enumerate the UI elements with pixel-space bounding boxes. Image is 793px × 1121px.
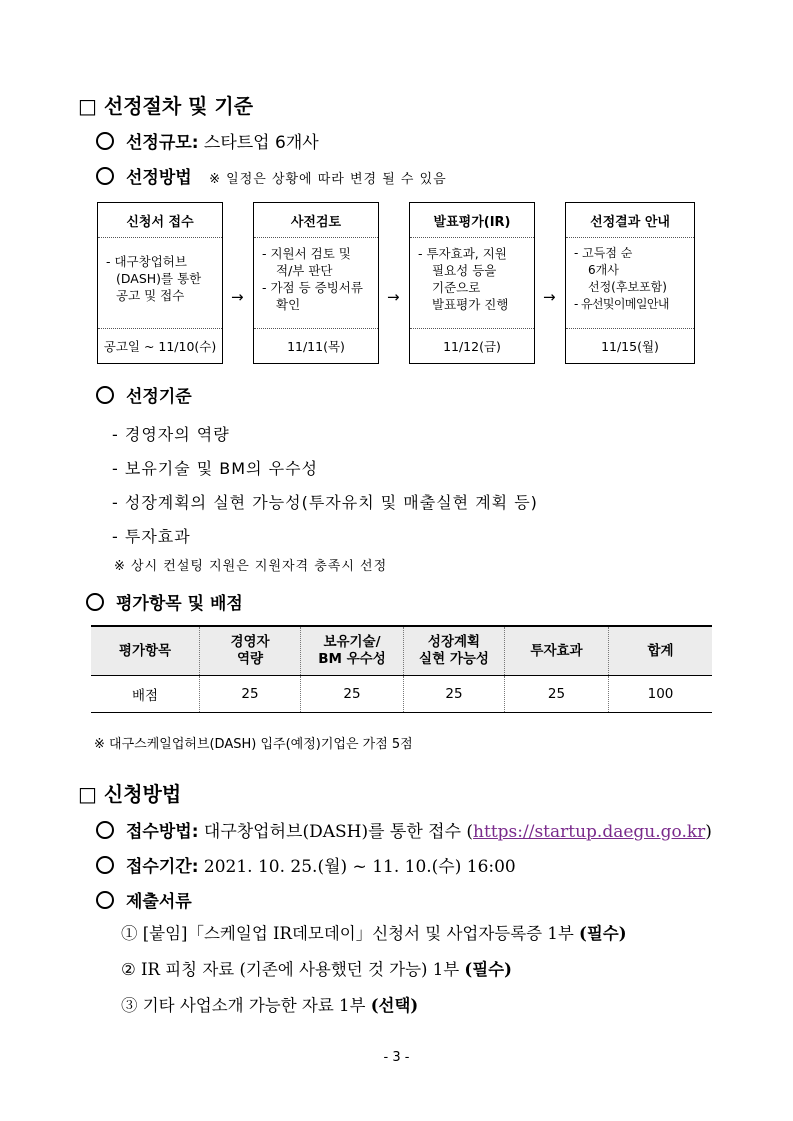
criteria-item: - 성장계획의 실현 가능성(투자유치 및 매출실현 계획 등) — [112, 493, 538, 512]
page-number: - 3 - — [383, 1050, 410, 1065]
header-text: 실현 가능성 — [419, 651, 489, 667]
evaluation-label: 평가항목 및 배점 — [116, 594, 243, 614]
document-item — [121, 988, 627, 1024]
header-text: 평가항목 — [118, 642, 172, 659]
process-line: 선정(후보포함) — [588, 280, 667, 294]
process-line: 확인 — [276, 297, 301, 312]
document-text: ③ 기타 사업소개 가능한 자료 1부 — [121, 996, 371, 1015]
criteria-label: 선정기준 — [126, 387, 192, 407]
header-text: 보유기술/ — [323, 634, 381, 650]
scale-value: 스타트업 6개사 — [203, 133, 319, 153]
table-cell: 25 — [505, 676, 609, 713]
checkbox-square-icon: □ — [78, 94, 97, 118]
table-header — [404, 626, 505, 676]
process-line: - 가점 등 증빙서류 — [262, 280, 363, 295]
process-line: - 대구창업허브 — [106, 254, 187, 269]
process-line: 기준으로 — [432, 280, 481, 295]
table-cell: 100 — [609, 676, 713, 713]
header-text: BM 우수성 — [318, 651, 386, 667]
header-text: 합계 — [647, 642, 674, 659]
section-heading-application — [78, 778, 181, 807]
circle-bullet-icon — [96, 132, 114, 150]
circle-bullet-icon — [96, 891, 114, 909]
process-title: 발표평가(IR) — [410, 203, 534, 238]
header-text: 역량 — [236, 651, 264, 667]
section-heading-selection — [78, 90, 253, 119]
document-item — [121, 952, 627, 988]
selection-criteria — [96, 382, 192, 407]
process-title: 사전검토 — [254, 203, 378, 238]
scale-label: 선정규모: — [126, 133, 199, 153]
table-cell: 25 — [301, 676, 404, 713]
process-body — [410, 237, 534, 329]
process-title: 신청서 접수 — [98, 203, 222, 238]
process-box — [565, 202, 695, 364]
process-line: 공고 및 접수 — [116, 288, 185, 303]
criteria-note: ※ 상시 컨설팅 지원은 지원자격 충족시 선정 — [114, 559, 388, 574]
process-body — [98, 237, 222, 329]
document-text: ② IR 피칭 자료 (기존에 사용했던 것 가능) 1부 — [121, 960, 465, 979]
process-line: - 유선및이메일안내 — [574, 297, 669, 311]
criteria-list — [112, 418, 538, 554]
circle-bullet-icon — [96, 821, 114, 839]
process-box — [253, 202, 379, 364]
header-text: 투자효과 — [530, 642, 583, 659]
header-text: 경영자 — [230, 634, 270, 650]
receive-period — [96, 852, 516, 877]
period-value: 2021. 10. 25.(월) ~ 11. 10.(수) 16:00 — [203, 857, 516, 877]
header-text: 성장계획 — [427, 634, 481, 650]
receive-label: 접수방법: — [126, 822, 199, 842]
process-line: 발표평가 진행 — [432, 297, 509, 312]
section-title: 신청방법 — [103, 782, 182, 806]
documents-list — [121, 916, 627, 1024]
circle-bullet-icon — [96, 386, 114, 404]
arrow-right-icon: → — [543, 288, 556, 306]
selection-method — [96, 163, 447, 188]
evaluation-table — [91, 625, 712, 713]
process-title: 선정결과 안내 — [566, 203, 694, 238]
receive-value: 대구창업허브(DASH)를 통한 접수 ( — [203, 822, 474, 842]
table-cell: 25 — [404, 676, 505, 713]
documents-label: 제출서류 — [126, 892, 192, 912]
process-body — [254, 237, 378, 329]
receive-method — [96, 817, 712, 842]
process-line: 필요성 등을 — [432, 263, 497, 278]
arrow-right-icon: → — [231, 288, 244, 306]
document-requirement: (필수) — [464, 960, 512, 979]
evaluation-heading — [86, 589, 243, 614]
document-item — [121, 916, 627, 952]
period-label: 접수기간: — [126, 857, 199, 877]
document-requirement: (선택) — [370, 996, 419, 1015]
criteria-item: - 투자효과 — [112, 527, 191, 546]
process-date: 공고일 ~ 11/10(수) — [103, 338, 217, 354]
process-line: - 지원서 검토 및 — [262, 246, 351, 261]
table-header — [505, 626, 609, 676]
checkbox-square-icon: □ — [78, 782, 97, 806]
table-cell: 25 — [200, 676, 301, 713]
table-header — [609, 626, 713, 676]
arrow-right-icon: → — [387, 288, 400, 306]
process-line: 6개사 — [588, 263, 619, 277]
process-line: 적/부 판단 — [276, 263, 333, 278]
process-line: (DASH)를 통한 — [116, 271, 202, 286]
process-line: - 고득점 순 — [574, 246, 633, 260]
table-header — [301, 626, 404, 676]
table-header-row — [91, 626, 712, 676]
section-title: 선정절차 및 기준 — [103, 94, 254, 118]
circle-bullet-icon — [86, 593, 104, 611]
process-body — [566, 237, 694, 329]
table-note: ※ 대구스케일업허브(DASH) 입주(예정)기업은 가점 5점 — [94, 737, 413, 752]
criteria-item: - 보유기술 및 BM의 우수성 — [112, 459, 319, 478]
method-label: 선정방법 — [126, 168, 192, 188]
criteria-item: - 경영자의 역량 — [112, 425, 230, 444]
process-date: 11/12(금) — [443, 338, 501, 354]
table-row — [91, 676, 712, 713]
table-header — [200, 626, 301, 676]
document-text: ① [붙임]「스케일업 IR데모데이」신청서 및 사업자등록증 1부 — [121, 924, 580, 943]
circle-bullet-icon — [96, 167, 114, 185]
startup-link[interactable]: https://startup.daegu.go.kr — [473, 822, 706, 842]
process-box — [97, 202, 223, 364]
process-date: 11/15(월) — [601, 338, 659, 354]
table-cell: 배점 — [91, 676, 200, 713]
method-note: ※ 일정은 상황에 따라 변경 될 수 있음 — [209, 172, 447, 187]
table-header — [91, 626, 200, 676]
circle-bullet-icon — [96, 856, 114, 874]
process-line: - 투자효과, 지원 — [418, 246, 507, 261]
process-box — [409, 202, 535, 364]
document-requirement: (필수) — [579, 924, 627, 943]
receive-close: ) — [705, 822, 712, 842]
documents-heading — [96, 887, 192, 912]
process-date: 11/11(목) — [287, 338, 345, 354]
selection-scale — [96, 128, 319, 153]
